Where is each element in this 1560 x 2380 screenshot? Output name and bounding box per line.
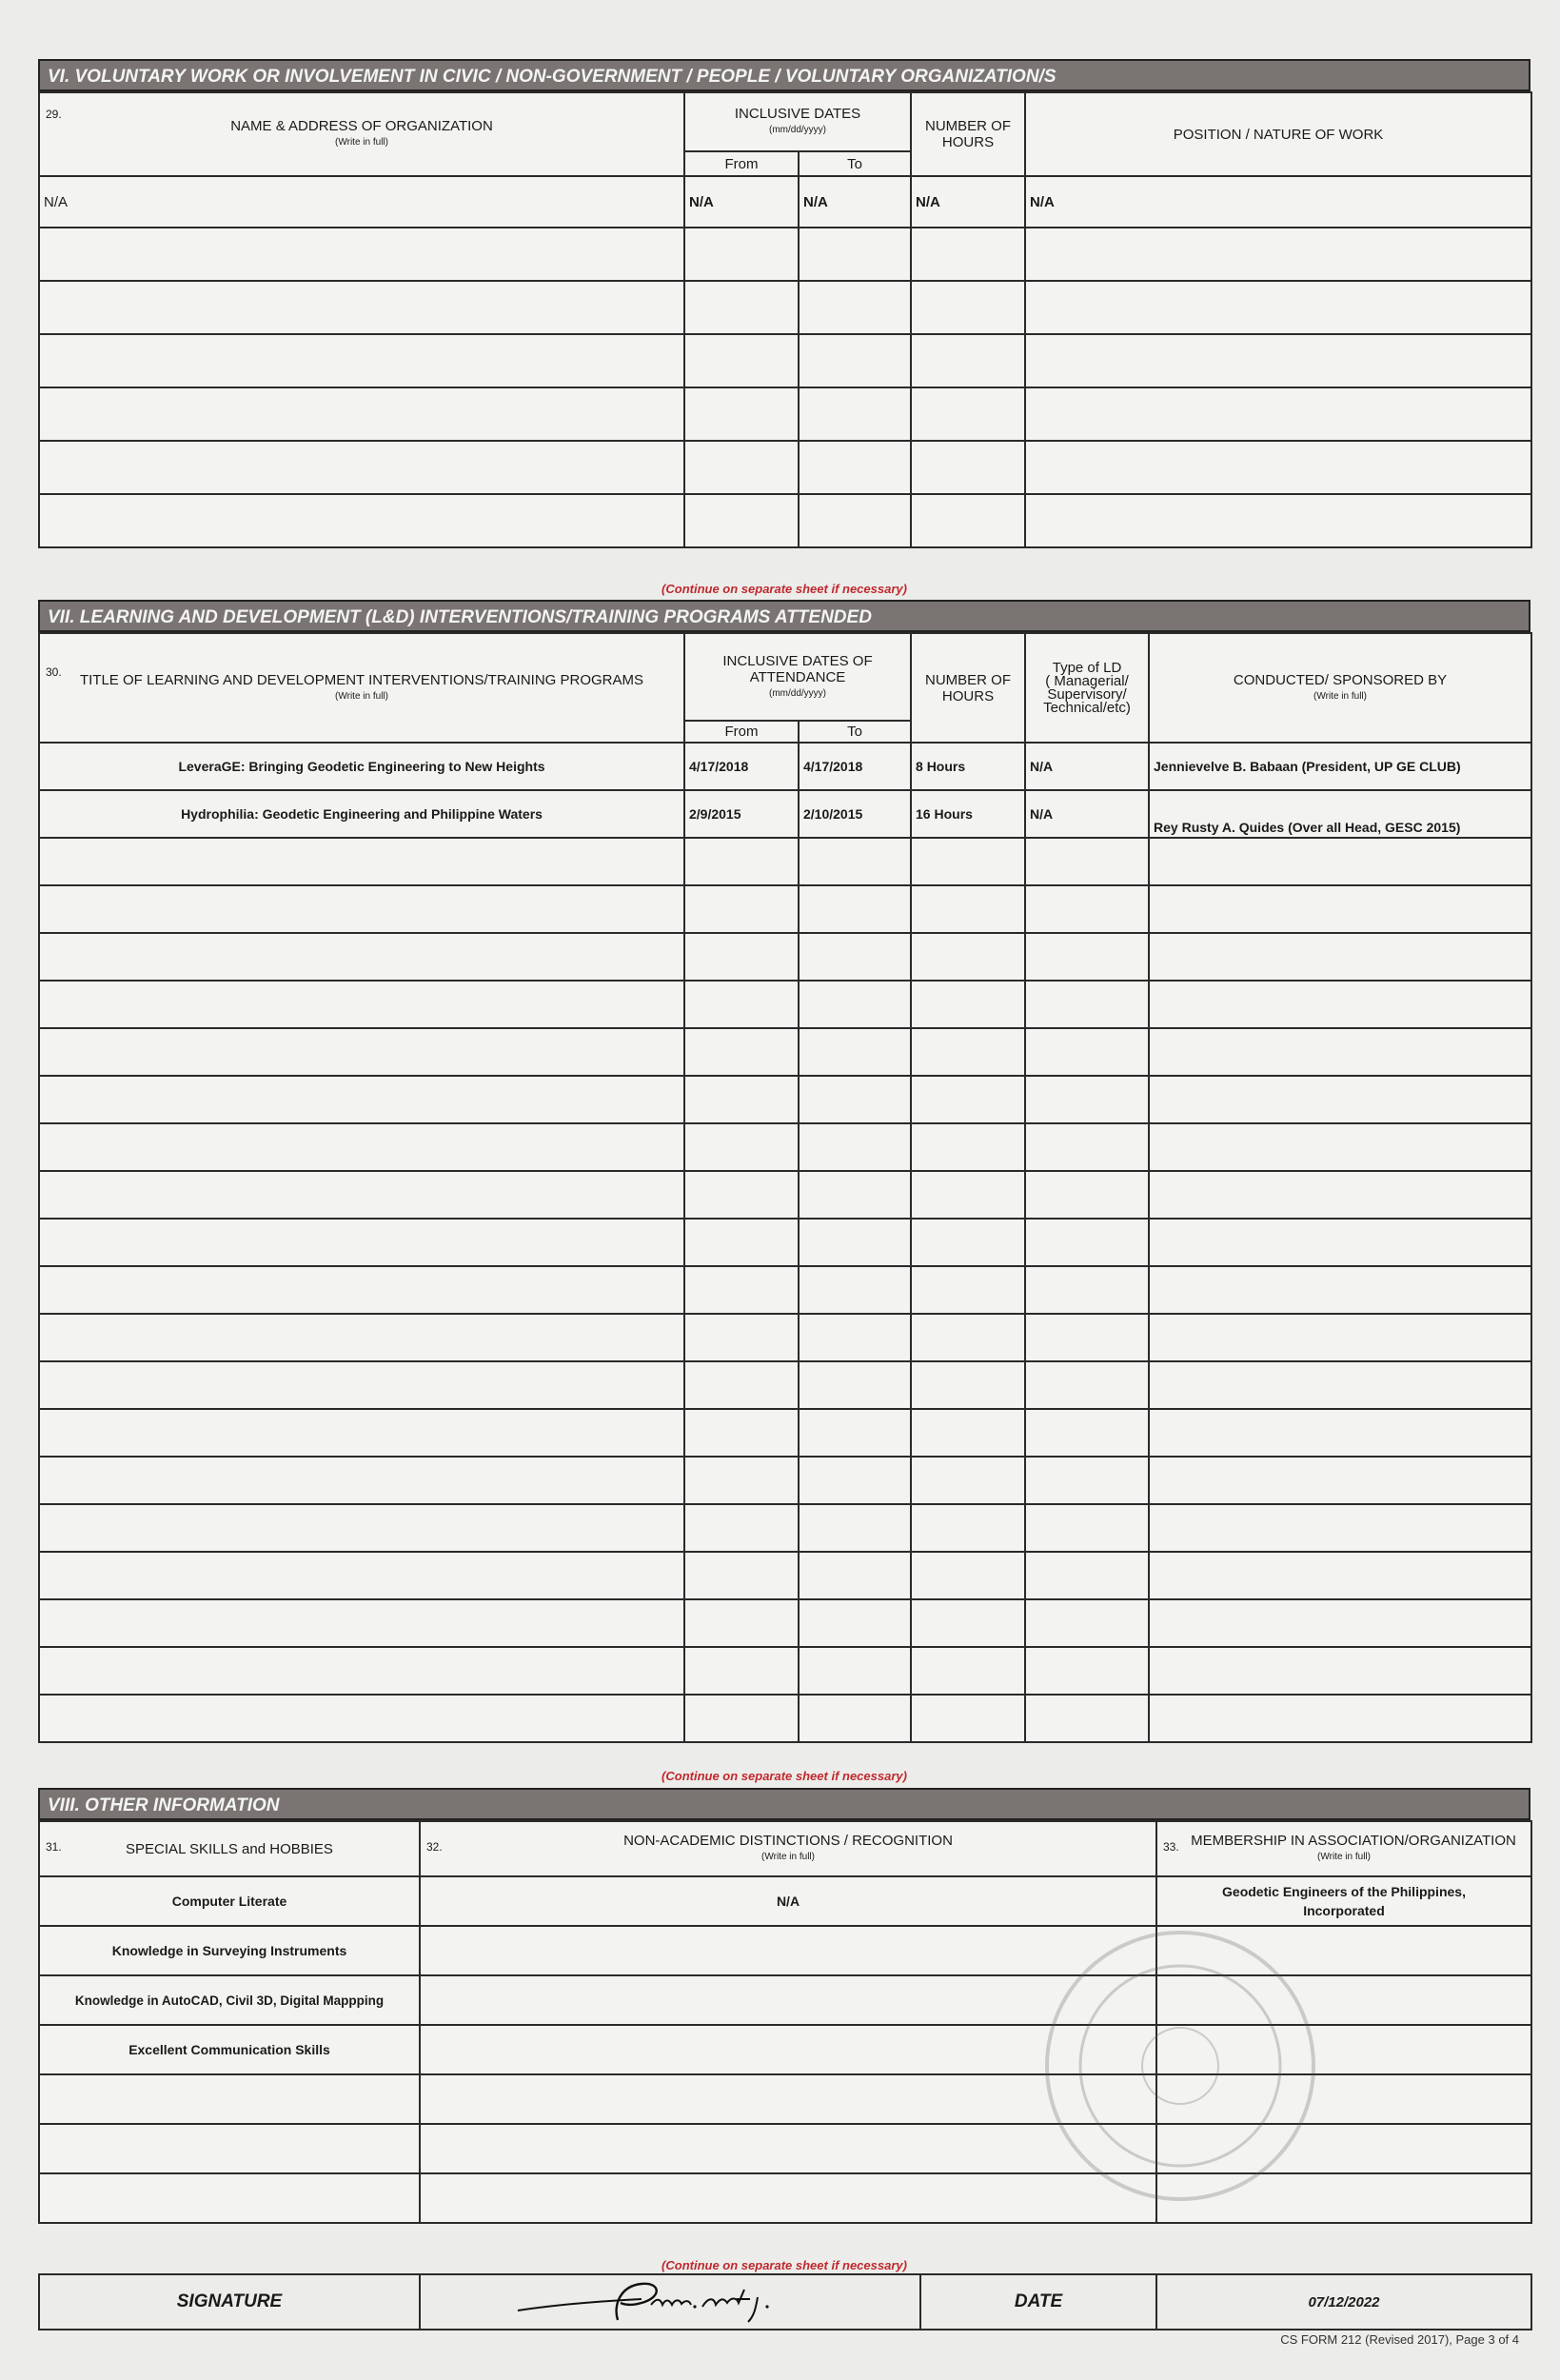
table-row <box>39 228 1531 281</box>
to-cell: 2/10/2015 <box>799 790 911 838</box>
table-row <box>39 281 1531 334</box>
date-value[interactable]: 07/12/2022 <box>1156 2274 1531 2330</box>
skill-cell: Knowledge in AutoCAD, Civil 3D, Digital Mappping <box>39 1975 420 2025</box>
type-cell: N/A <box>1025 790 1149 838</box>
skill-cell: Excellent Communication Skills <box>39 2025 420 2074</box>
col-hours: NUMBER OF HOURS <box>911 633 1025 743</box>
notary-seal-icon <box>1037 1923 1323 2209</box>
from-cell: 2/9/2015 <box>684 790 799 838</box>
col-membership: 33. MEMBERSHIP IN ASSOCIATION/ORGANIZATION (Write in full) <box>1156 1821 1531 1876</box>
org-name-cell: N/A <box>39 176 684 228</box>
signature-row <box>38 2273 1532 2330</box>
handwritten-signature <box>499 2276 841 2328</box>
table-row <box>39 885 1531 933</box>
position-cell: N/A <box>1025 176 1531 228</box>
date-label: DATE <box>920 2274 1156 2330</box>
table-row <box>39 1647 1531 1695</box>
type-cell: N/A <box>1025 743 1149 790</box>
col-sponsor: CONDUCTED/ SPONSORED BY (Write in full) <box>1149 633 1531 743</box>
table-row <box>39 1266 1531 1314</box>
table-row <box>39 790 1531 838</box>
signature-label: SIGNATURE <box>39 2274 420 2330</box>
table-row <box>39 1876 1531 1926</box>
distinction-cell: N/A <box>420 1876 1156 1926</box>
continue-note-7: (Continue on separate sheet if necessary) <box>662 1769 907 1783</box>
from-cell: 4/17/2018 <box>684 743 799 790</box>
table-row <box>39 1504 1531 1552</box>
table-row <box>39 981 1531 1028</box>
section6-title: VI. VOLUNTARY WORK OR INVOLVEMENT IN CIVIC / NON-GOVERNMENT / PEOPLE / VOLUNTARY ORGANIZATION/S <box>38 59 1530 91</box>
to-cell: 4/17/2018 <box>799 743 911 790</box>
table-row <box>39 1314 1531 1361</box>
training-title-cell: Hydrophilia: Geodetic Engineering and Philippine Waters <box>39 790 684 838</box>
table-row <box>39 1123 1531 1171</box>
table-row <box>39 1219 1531 1266</box>
signature-field[interactable] <box>420 2274 920 2330</box>
table-row <box>39 176 1531 228</box>
table-row <box>39 838 1531 885</box>
continue-note-8: (Continue on separate sheet if necessary) <box>662 2258 907 2272</box>
col-from: From <box>684 721 799 743</box>
col-hours: NUMBER OF HOURS <box>911 92 1025 176</box>
table-row <box>39 1695 1531 1742</box>
sponsor-cell: Jennievelve B. Babaan (President, UP GE CLUB) <box>1149 743 1531 790</box>
table-row <box>39 1076 1531 1123</box>
voluntary-work-table <box>38 91 1532 548</box>
table-row <box>39 1171 1531 1219</box>
table-row <box>39 1409 1531 1457</box>
table-row <box>39 441 1531 494</box>
col-position: POSITION / NATURE OF WORK <box>1025 92 1531 176</box>
table-row <box>39 1552 1531 1599</box>
col-org-name: 29. NAME & ADDRESS OF ORGANIZATION (Write in full) <box>39 92 684 176</box>
sponsor-cell: Rey Rusty A. Quides (Over all Head, GESC 2015) <box>1149 790 1531 838</box>
table-row <box>39 743 1531 790</box>
table-row <box>39 1457 1531 1504</box>
training-table <box>38 632 1532 1743</box>
section8-title: VIII. OTHER INFORMATION <box>38 1788 1530 1820</box>
table-row <box>39 1599 1531 1647</box>
skill-cell: Knowledge in Surveying Instruments <box>39 1926 420 1975</box>
col-training-title: 30. TITLE OF LEARNING AND DEVELOPMENT INTERVENTIONS/TRAINING PROGRAMS (Write in full) <box>39 633 684 743</box>
table-row <box>39 1361 1531 1409</box>
membership-cell: Geodetic Engineers of the Philippines, Incorporated <box>1156 1876 1531 1926</box>
section7-title: VII. LEARNING AND DEVELOPMENT (L&D) INTERVENTIONS/TRAINING PROGRAMS ATTENDED <box>38 600 1530 632</box>
col-inclusive-dates: INCLUSIVE DATES (mm/dd/yyyy) <box>684 92 911 151</box>
col-to: To <box>799 721 911 743</box>
from-cell: N/A <box>684 176 799 228</box>
col-attendance-dates: INCLUSIVE DATES OF ATTENDANCE (mm/dd/yyyy) <box>684 633 911 721</box>
col-from: From <box>684 151 799 176</box>
hours-cell: 16 Hours <box>911 790 1025 838</box>
col-skills: 31. SPECIAL SKILLS and HOBBIES <box>39 1821 420 1876</box>
hours-cell: N/A <box>911 176 1025 228</box>
training-title-cell: LeveraGE: Bringing Geodetic Engineering to New Heights <box>39 743 684 790</box>
table-row <box>39 1028 1531 1076</box>
table-row <box>39 933 1531 981</box>
hours-cell: 8 Hours <box>911 743 1025 790</box>
skill-cell: Computer Literate <box>39 1876 420 1926</box>
col-ld-type: Type of LD ( Managerial/ Supervisory/ Technical/etc) <box>1025 633 1149 743</box>
continue-note-6: (Continue on separate sheet if necessary) <box>662 582 907 596</box>
table-row <box>39 334 1531 387</box>
to-cell: N/A <box>799 176 911 228</box>
col-distinctions: 32. NON-ACADEMIC DISTINCTIONS / RECOGNITION (Write in full) <box>420 1821 1156 1876</box>
table-row <box>39 494 1531 547</box>
form-id: CS FORM 212 (Revised 2017), Page 3 of 4 <box>1280 2332 1519 2347</box>
table-row <box>39 387 1531 441</box>
col-to: To <box>799 151 911 176</box>
